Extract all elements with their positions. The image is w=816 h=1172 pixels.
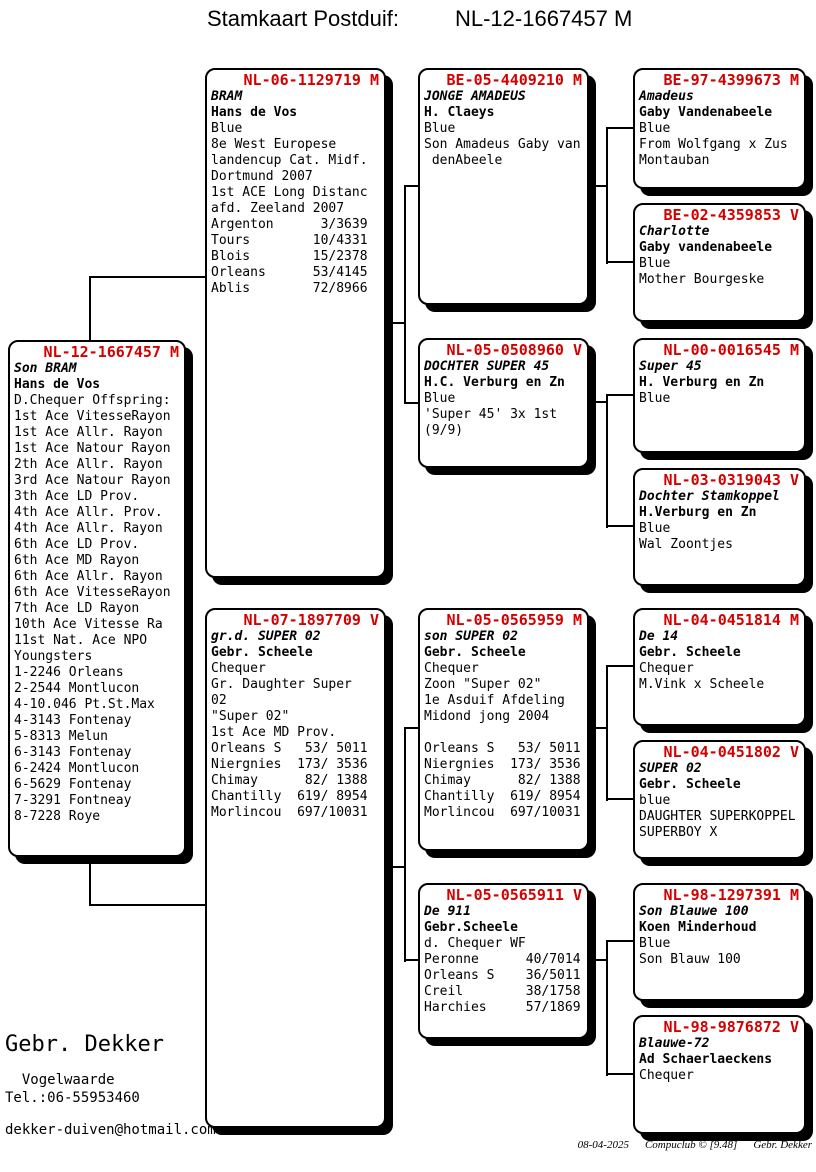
box-text-line: Wal Zoontjes bbox=[639, 537, 733, 552]
owner-name: Gebr. Scheele bbox=[211, 645, 313, 660]
footer-date: 08-04-2025 bbox=[577, 1139, 629, 1151]
connector-line bbox=[606, 394, 608, 528]
pigeon-details bbox=[639, 391, 802, 407]
pigeon-details bbox=[639, 121, 802, 169]
owner-name: Gebr. Scheele bbox=[639, 645, 741, 660]
connector-line bbox=[404, 185, 406, 404]
box-text-line: Chequer bbox=[639, 1068, 694, 1083]
box-text-line: 1st Ace Allr. Rayon bbox=[14, 425, 163, 440]
ring-number: BE-02-4359853 V bbox=[663, 206, 799, 224]
box-text-line: Morlincou 697/10031 bbox=[424, 805, 581, 820]
connector-line bbox=[404, 959, 419, 961]
box-text-line: Blue bbox=[424, 121, 456, 136]
box-text-line: 6-3143 Fontenay bbox=[14, 745, 132, 760]
connector-line bbox=[606, 261, 634, 263]
ring-number: NL-98-1297391 M bbox=[663, 886, 799, 904]
ring-number: NL-05-0565959 M bbox=[446, 611, 582, 629]
box-text-line: 2-2544 Montlucon bbox=[14, 681, 140, 696]
pigeon-name: DOCHTER SUPER 45 bbox=[424, 359, 550, 374]
pigeon-details bbox=[211, 121, 382, 297]
box-text-line: 6-2424 Montlucon bbox=[14, 761, 140, 776]
box-text-line: Blue bbox=[639, 256, 671, 271]
box-mother bbox=[205, 608, 386, 1128]
box-text-line: 7th Ace LD Rayon bbox=[14, 601, 140, 616]
box-text-line: 8e West Europese bbox=[211, 137, 337, 152]
box-greatgrandparent-5 bbox=[633, 608, 806, 726]
pigeon-details bbox=[424, 121, 585, 169]
pigeon-details bbox=[639, 793, 802, 841]
page-title-ring: NL-12-1667457 M bbox=[454, 6, 633, 31]
box-text-line: Orleans S 53/ 5011 bbox=[424, 741, 581, 756]
ring-number: NL-98-9876872 V bbox=[663, 1018, 799, 1036]
box-text-line: Chimay 82/ 1388 bbox=[424, 773, 581, 788]
box-text-line: Argenton 3/3639 bbox=[211, 217, 368, 232]
box-greatgrandparent-1 bbox=[633, 68, 806, 189]
box-text-line: 3rd Ace Natour Rayon bbox=[14, 473, 171, 488]
box-greatgrandparent-6 bbox=[633, 740, 806, 859]
box-text-line: Gr. Daughter Super bbox=[211, 677, 352, 692]
box-text-line: Blue bbox=[639, 521, 671, 536]
contact-phone: Tel.:06-55953460 bbox=[5, 1090, 140, 1106]
pigeon-details bbox=[424, 391, 585, 439]
pigeon-name: Charlotte bbox=[639, 224, 710, 239]
owner-name: Koen Minderhoud bbox=[639, 920, 757, 935]
pigeon-name: Super 45 bbox=[639, 359, 702, 374]
owner-name: Gebr. Scheele bbox=[639, 777, 741, 792]
ring-number: NL-05-0565911 V bbox=[446, 886, 582, 904]
box-text-line: 1e Asduif Afdeling bbox=[424, 693, 565, 708]
box-text-line: D.Chequer Offspring: bbox=[14, 393, 171, 408]
ring-number: NL-12-1667457 M bbox=[43, 343, 179, 361]
contact-block bbox=[5, 1032, 216, 1139]
ring-number: NL-06-1129719 M bbox=[243, 71, 379, 89]
connector-line bbox=[404, 402, 419, 404]
box-text-line: 1st Ace VitesseRayon bbox=[14, 409, 171, 424]
box-text-line: denAbeele bbox=[424, 153, 503, 168]
box-greatgrandparent-4 bbox=[633, 468, 806, 586]
page-title bbox=[207, 6, 632, 32]
owner-name: Gaby Vandenabeele bbox=[639, 105, 773, 120]
box-text-line: 4-10.046 Pt.St.Max bbox=[14, 697, 155, 712]
box-text-line: Blue bbox=[639, 121, 671, 136]
box-text-line: 8-7228 Roye bbox=[14, 809, 101, 824]
box-text-line: Tours 10/4331 bbox=[211, 233, 368, 248]
box-text-line: Chimay 82/ 1388 bbox=[211, 773, 368, 788]
ring-number: NL-07-1897709 V bbox=[243, 611, 379, 629]
box-text-line: 6th Ace Allr. Rayon bbox=[14, 569, 163, 584]
box-text-line: Chequer bbox=[424, 661, 479, 676]
box-greatgrandparent-2 bbox=[633, 203, 806, 322]
owner-name: H.Verburg en Zn bbox=[639, 505, 757, 520]
box-text-line: Niergnies 173/ 3536 bbox=[424, 757, 581, 772]
box-text-line: SUPERBOY X bbox=[639, 825, 718, 840]
pigeon-details bbox=[211, 661, 382, 821]
box-text-line: landencup Cat. Midf. bbox=[211, 153, 368, 168]
box-greatgrandparent-7 bbox=[633, 883, 806, 1001]
box-text-line: Montauban bbox=[639, 153, 710, 168]
box-text-line: Harchies 57/1869 bbox=[424, 1000, 581, 1015]
connector-line bbox=[606, 665, 608, 801]
connector-line bbox=[606, 940, 608, 1076]
pigeon-name: Amadeus bbox=[639, 89, 694, 104]
connector-line bbox=[606, 940, 634, 942]
box-text-line: Orleans S 53/ 5011 bbox=[211, 741, 368, 756]
box-text-line: 6th Ace VitesseRayon bbox=[14, 585, 171, 600]
footer-program: Compuclub © [9.48] bbox=[644, 1139, 738, 1151]
box-text-line: Youngsters bbox=[14, 649, 93, 664]
contact-city: Vogelwaarde bbox=[5, 1072, 115, 1088]
box-text-line: Son Amadeus Gaby van bbox=[424, 137, 581, 152]
box-text-line: Chequer bbox=[211, 661, 266, 676]
box-greatgrandparent-8 bbox=[633, 1015, 806, 1134]
connector-line bbox=[89, 277, 91, 341]
contact-name: Gebr. Dekker bbox=[5, 1032, 164, 1057]
connector-line bbox=[606, 1073, 634, 1075]
box-text-line: Zoon "Super 02" bbox=[424, 677, 542, 692]
box-text-line: Creil 38/1758 bbox=[424, 984, 581, 999]
box-text-line: afd. Zeeland 2007 bbox=[211, 201, 345, 216]
connector-line bbox=[606, 798, 634, 800]
box-text-line: Orleans 53/4145 bbox=[211, 265, 368, 280]
box-text-line: 6-5629 Fontenay bbox=[14, 777, 132, 792]
connector-line bbox=[89, 857, 91, 906]
box-text-line: 'Super 45' 3x 1st bbox=[424, 407, 558, 422]
box-text-line: 1st Ace Natour Rayon bbox=[14, 441, 171, 456]
connector-line bbox=[89, 276, 207, 278]
pigeon-details bbox=[14, 393, 182, 825]
box-text-line: Blue bbox=[211, 121, 243, 136]
pigeon-name: De 911 bbox=[424, 904, 471, 919]
box-text-line: 1-2246 Orleans bbox=[14, 665, 124, 680]
box-text-line: 10th Ace Vitesse Ra bbox=[14, 617, 163, 632]
box-text-line: Son Blauw 100 bbox=[639, 952, 741, 967]
owner-name: Ad Schaerlaeckens bbox=[639, 1052, 773, 1067]
box-text-line: (9/9) bbox=[424, 423, 464, 438]
box-text-line: blue bbox=[639, 793, 671, 808]
box-text-line bbox=[424, 725, 585, 741]
connector-line bbox=[606, 127, 634, 129]
box-text-line: 3th Ace LD Prov. bbox=[14, 489, 140, 504]
owner-name: Hans de Vos bbox=[14, 377, 101, 392]
box-text-line: DAUGHTER SUPERKOPPEL bbox=[639, 809, 796, 824]
footer-owner: Gebr. Dekker bbox=[753, 1139, 812, 1151]
box-text-line: 2th Ace Allr. Rayon bbox=[14, 457, 163, 472]
box-grandmother-paternal bbox=[418, 338, 589, 468]
box-subject bbox=[8, 340, 186, 857]
pigeon-name: BRAM bbox=[211, 89, 243, 104]
pigeon-name: SUPER 02 bbox=[639, 761, 702, 776]
connector-line bbox=[89, 904, 207, 906]
pigeon-details bbox=[639, 936, 802, 968]
contact-email: dekker-duiven@hotmail.com bbox=[5, 1122, 216, 1138]
box-grandmother-maternal bbox=[418, 883, 589, 1039]
pigeon-details bbox=[424, 936, 585, 1016]
box-text-line: M.Vink x Scheele bbox=[639, 677, 765, 692]
box-text-line: Chantilly 619/ 8954 bbox=[424, 789, 581, 804]
box-text-line: "Super 02" bbox=[211, 709, 290, 724]
connector-line bbox=[606, 665, 634, 667]
pigeon-name: JONGE AMADEUS bbox=[424, 89, 526, 104]
connector-line bbox=[606, 525, 634, 527]
box-text-line: 4-3143 Fontenay bbox=[14, 713, 132, 728]
pigeon-details bbox=[639, 1068, 802, 1084]
box-text-line: 5-8313 Melun bbox=[14, 729, 108, 744]
ring-number: NL-03-0319043 V bbox=[663, 471, 799, 489]
ring-number: NL-05-0508960 V bbox=[446, 341, 582, 359]
page-title-label: Stamkaart Postduif: bbox=[207, 6, 399, 31]
owner-name: H.C. Verburg en Zn bbox=[424, 375, 565, 390]
box-text-line: Morlincou 697/10031 bbox=[211, 805, 368, 820]
box-text-line: 6th Ace LD Prov. bbox=[14, 537, 140, 552]
box-text-line: From Wolfgang x Zus bbox=[639, 137, 788, 152]
box-text-line: Blois 15/2378 bbox=[211, 249, 368, 264]
box-text-line: d. Chequer WF bbox=[424, 936, 526, 951]
pigeon-details bbox=[639, 256, 802, 288]
box-text-line: Peronne 40/7014 bbox=[424, 952, 581, 967]
box-text-line: Chantilly 619/ 8954 bbox=[211, 789, 368, 804]
box-grandfather-maternal bbox=[418, 608, 589, 851]
box-text-line: 1st ACE Long Distanc bbox=[211, 185, 368, 200]
pigeon-details bbox=[639, 521, 802, 553]
connector-line bbox=[404, 727, 406, 962]
box-text-line: 7-3291 Fontneay bbox=[14, 793, 132, 808]
box-text-line: Niergnies 173/ 3536 bbox=[211, 757, 368, 772]
footer bbox=[578, 1139, 812, 1151]
box-text-line: 1st Ace MD Prov. bbox=[211, 725, 337, 740]
pigeon-name: Son Blauwe 100 bbox=[639, 904, 749, 919]
owner-name: Gaby vandenabeele bbox=[639, 240, 773, 255]
owner-name: Gebr. Scheele bbox=[424, 645, 526, 660]
connector-line bbox=[606, 127, 608, 264]
owner-name: Hans de Vos bbox=[211, 105, 298, 120]
pigeon-name: Dochter Stamkoppel bbox=[639, 489, 780, 504]
ring-number: NL-04-0451802 V bbox=[663, 743, 799, 761]
box-text-line: Blue bbox=[424, 391, 456, 406]
box-text-line: Dortmund 2007 bbox=[211, 169, 313, 184]
box-text-line: Ablis 72/8966 bbox=[211, 281, 368, 296]
box-text-line: Midond jong 2004 bbox=[424, 709, 550, 724]
pigeon-name: Blauwe-72 bbox=[639, 1036, 710, 1051]
ring-number: NL-04-0451814 M bbox=[663, 611, 799, 629]
box-father bbox=[205, 68, 386, 578]
box-text-line: Mother Bourgeske bbox=[639, 272, 765, 287]
ring-number: NL-00-0016545 M bbox=[663, 341, 799, 359]
box-text-line: Orleans S 36/5011 bbox=[424, 968, 581, 983]
connector-line bbox=[606, 394, 634, 396]
box-text-line: 11st Nat. Ace NPO bbox=[14, 633, 148, 648]
pigeon-name: son SUPER 02 bbox=[424, 629, 518, 644]
pigeon-name: gr.d. SUPER 02 bbox=[211, 629, 321, 644]
pigeon-details bbox=[639, 661, 802, 693]
pigeon-name: Son BRAM bbox=[14, 361, 77, 376]
box-text-line: 02 bbox=[211, 693, 227, 708]
ring-number: BE-97-4399673 M bbox=[663, 71, 799, 89]
box-text-line: Blue bbox=[639, 936, 671, 951]
owner-name: H. Claeys bbox=[424, 105, 495, 120]
connector-line bbox=[404, 727, 419, 729]
box-text-line: 4th Ace Allr. Prov. bbox=[14, 505, 163, 520]
ring-number: BE-05-4409210 M bbox=[446, 71, 582, 89]
box-greatgrandparent-3 bbox=[633, 338, 806, 453]
owner-name: H. Verburg en Zn bbox=[639, 375, 765, 390]
box-grandfather-paternal bbox=[418, 68, 589, 305]
box-text-line: 6th Ace MD Rayon bbox=[14, 553, 140, 568]
pigeon-details bbox=[424, 661, 585, 821]
box-text-line: Blue bbox=[639, 391, 671, 406]
box-text-line: Chequer bbox=[639, 661, 694, 676]
connector-line bbox=[404, 185, 419, 187]
owner-name: Gebr.Scheele bbox=[424, 920, 518, 935]
pigeon-name: De 14 bbox=[639, 629, 679, 644]
box-text-line: 4th Ace Allr. Rayon bbox=[14, 521, 163, 536]
